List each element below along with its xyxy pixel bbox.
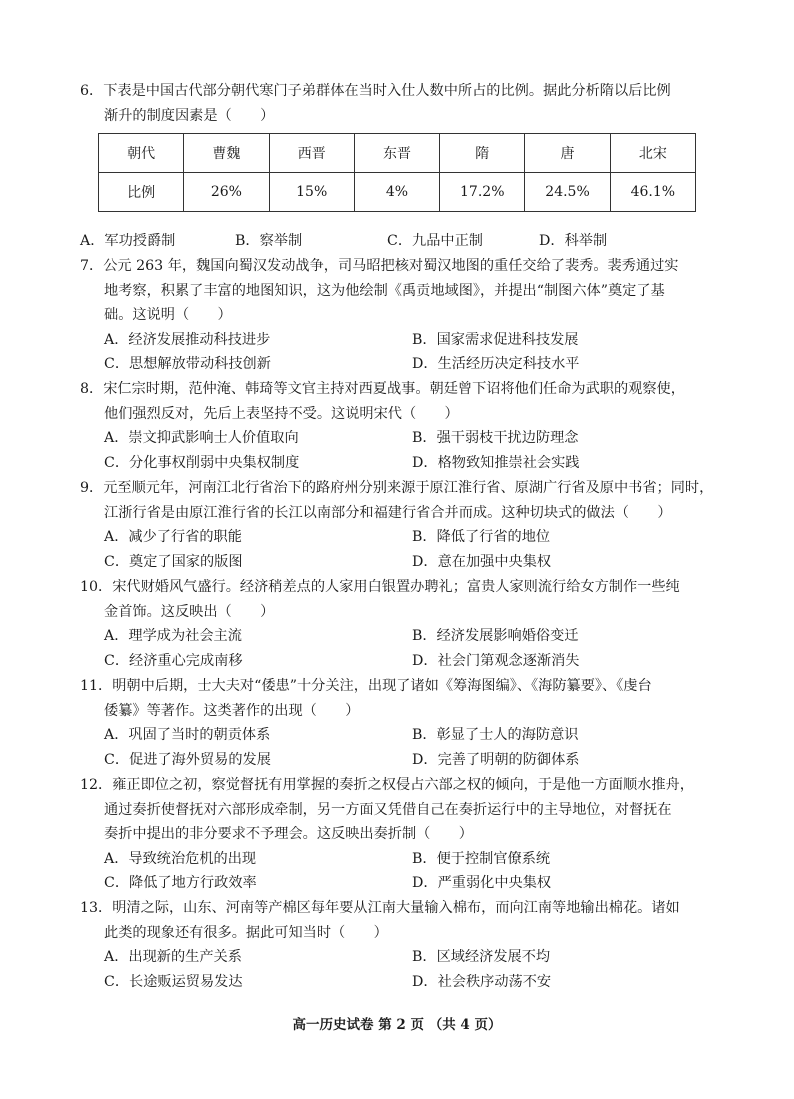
option-row bbox=[104, 871, 720, 896]
question-stem-line: 通过奏折使督抚对六部形成牵制，另一方面又凭借自己在奏折运行中的主导地位，对督抚在 bbox=[104, 801, 672, 818]
option-a[interactable]: A．导致统治危机的出现 bbox=[104, 850, 257, 867]
option-d[interactable]: D．意在加强中央集权 bbox=[412, 553, 552, 570]
table-header-cell: 朝代 bbox=[99, 134, 184, 173]
table-header-cell: 东晋 bbox=[354, 134, 439, 173]
question-9 bbox=[80, 476, 720, 574]
question-stem-line: 11．明朝中后期，士大夫对“倭患”十分关注，出现了诸如《筹海图编》、《海防纂要》、《虔台 bbox=[80, 678, 652, 694]
option-row bbox=[104, 649, 720, 674]
question-stem-line: 金首饰。这反映出（ ） bbox=[104, 603, 275, 620]
option-d[interactable]: D．生活经历决定科技水平 bbox=[412, 356, 580, 372]
option-c[interactable]: C．促进了海外贸易的发展 bbox=[104, 751, 271, 768]
option-row bbox=[104, 451, 720, 476]
option-c[interactable]: C．长途贩运贸易发达 bbox=[104, 973, 243, 990]
question-6-options bbox=[80, 229, 720, 254]
table-cell: 17.2% bbox=[440, 173, 525, 212]
question-8 bbox=[80, 377, 720, 475]
option-row bbox=[104, 847, 720, 872]
question-stem-line: 倭纂》等著作。这类著作的出现（ ） bbox=[104, 702, 360, 719]
option-d[interactable]: D．社会秩序动荡不安 bbox=[412, 973, 552, 990]
question-stem-line: 7．公元 263 年，魏国向蜀汉发动战争，司马昭把核对蜀汉地图的重任交给了裴秀。裴秀通过实 bbox=[80, 258, 679, 274]
option-c[interactable]: C．思想解放带动科技创新 bbox=[104, 356, 271, 372]
question-stem-line: 6．下表是中国古代部分朝代寒门子弟群体在当时入仕人数中所占的比例。据此分析隋以后比例 bbox=[80, 83, 671, 99]
option-d[interactable]: D．完善了明朝的防御体系 bbox=[412, 751, 580, 768]
option-d[interactable]: D．格物致知推崇社会实践 bbox=[412, 454, 580, 471]
option-row bbox=[104, 624, 720, 649]
option-a[interactable]: A．经济发展推动科技进步 bbox=[104, 331, 271, 348]
option-c[interactable]: C．奠定了国家的版图 bbox=[104, 553, 243, 570]
question-stem-line: 江浙行省是由原江淮行省的长江以南部分和福建行省合并而成。这种切块式的做法（ ） bbox=[104, 504, 672, 521]
option-c[interactable]: C．分化事权削弱中央集权制度 bbox=[104, 454, 300, 471]
table-header-cell: 隋 bbox=[440, 134, 525, 173]
question-stem-line: 渐升的制度因素是（ ） bbox=[104, 107, 275, 124]
question-stem-line: 12．雍正即位之初，察觉督抚有用掌握的奏折之权侵占六部之权的倾向，于是他一方面顺水推舟， bbox=[80, 777, 694, 793]
option-a[interactable]: A．军功授爵制 bbox=[80, 233, 176, 249]
options bbox=[80, 525, 720, 574]
option-a[interactable]: A．巩固了当时的朝贡体系 bbox=[104, 727, 271, 743]
option-row bbox=[104, 525, 720, 550]
question-11 bbox=[80, 674, 720, 772]
option-b[interactable]: B．强干弱枝干扰边防理念 bbox=[412, 430, 579, 446]
option-b[interactable]: B．便于控制官僚系统 bbox=[412, 850, 551, 867]
table-cell: 15% bbox=[269, 173, 354, 212]
question-7 bbox=[80, 254, 720, 377]
options bbox=[80, 426, 720, 475]
options bbox=[80, 945, 720, 994]
option-b[interactable]: B．降低了行省的地位 bbox=[412, 529, 551, 545]
option-row bbox=[104, 945, 720, 970]
page-footer: 高一历史试卷 第 2 页 （共 4 页） bbox=[292, 1017, 502, 1033]
table-header-cell: 曹魏 bbox=[184, 134, 269, 173]
option-a[interactable]: A．减少了行省的职能 bbox=[104, 529, 242, 545]
question-stem-line: 10．宋代财婚风气盛行。经济稍差点的人家用白银置办聘礼；富贵人家则流行给女方制作一些纯 bbox=[80, 579, 680, 595]
option-row bbox=[104, 723, 720, 748]
question-stem-line: 奏折中提出的非分要求不予理会。这反映出奏折制（ ） bbox=[104, 826, 473, 842]
option-b[interactable]: B．经济发展影响婚俗变迁 bbox=[412, 628, 579, 644]
question-stem-line: 此类的现象还有很多。据此可知当时（ ） bbox=[104, 924, 388, 941]
table-header-cell: 唐 bbox=[525, 134, 610, 173]
option-row bbox=[104, 550, 720, 575]
question-stem-line: 13．明清之际，山东、河南等产棉区每年要从江南大量输入棉布，而向江南等地输出棉花。诸如 bbox=[80, 900, 680, 916]
option-b[interactable]: B．区域经济发展不均 bbox=[412, 949, 551, 965]
options bbox=[80, 328, 720, 377]
option-b[interactable]: B．察举制 bbox=[235, 233, 303, 249]
question-13 bbox=[80, 896, 720, 994]
option-c[interactable]: C．经济重心完成南移 bbox=[104, 652, 243, 669]
table-cell: 比例 bbox=[99, 173, 184, 212]
question-stem-line: 础。这说明（ ） bbox=[104, 307, 232, 323]
options bbox=[80, 624, 720, 673]
option-row bbox=[104, 970, 720, 995]
table-row bbox=[99, 173, 696, 212]
option-d[interactable]: D．社会门第观念逐渐消失 bbox=[412, 652, 580, 669]
option-row bbox=[104, 426, 720, 451]
option-b[interactable]: B．国家需求促进科技发展 bbox=[412, 331, 579, 348]
question-12 bbox=[80, 773, 720, 896]
option-row bbox=[104, 328, 720, 353]
option-a[interactable]: A．崇文抑武影响士人价值取向 bbox=[104, 430, 299, 446]
table-cell: 46.1% bbox=[610, 173, 695, 212]
table-cell: 24.5% bbox=[525, 173, 610, 212]
question-stem-line: 地考察，积累了丰富的地图知识，这为他绘制《禹贡地域图》，并提出“制图六体”奠定了基 bbox=[104, 282, 665, 299]
option-a[interactable]: A．理学成为社会主流 bbox=[104, 628, 242, 644]
option-row bbox=[104, 352, 720, 377]
question-stem-line: 8．宋仁宗时期，范仲淹、韩琦等文官主持对西夏战事。朝廷曾下诏将他们任命为武职的观察使， bbox=[80, 381, 685, 397]
table-cell: 4% bbox=[354, 173, 439, 212]
table-cell: 26% bbox=[184, 173, 269, 212]
options bbox=[80, 847, 720, 896]
option-c[interactable]: C．九品中正制 bbox=[387, 233, 483, 249]
option-row bbox=[104, 748, 720, 773]
question-6 bbox=[80, 79, 720, 128]
option-d[interactable]: D．严重弱化中央集权 bbox=[412, 875, 552, 891]
option-d[interactable]: D．科举制 bbox=[539, 233, 608, 249]
option-row bbox=[80, 229, 720, 254]
question-stem-line: 9．元至顺元年，河南江北行省治下的路府州分别来源于原江淮行省、原湖广行省及原中书省；同时， bbox=[80, 480, 714, 496]
ratio-table bbox=[98, 133, 696, 212]
options bbox=[80, 723, 720, 772]
table-header-cell: 西晋 bbox=[269, 134, 354, 173]
option-b[interactable]: B．彰显了士人的海防意识 bbox=[412, 727, 579, 743]
table-row bbox=[99, 134, 696, 173]
option-a[interactable]: A．出现新的生产关系 bbox=[104, 949, 242, 965]
option-c[interactable]: C．降低了地方行政效率 bbox=[104, 875, 257, 891]
table-header-cell: 北宋 bbox=[610, 134, 695, 173]
question-stem-line: 他们强烈反对，先后上表坚持不受。这说明宋代（ ） bbox=[104, 405, 459, 422]
question-10 bbox=[80, 575, 720, 673]
